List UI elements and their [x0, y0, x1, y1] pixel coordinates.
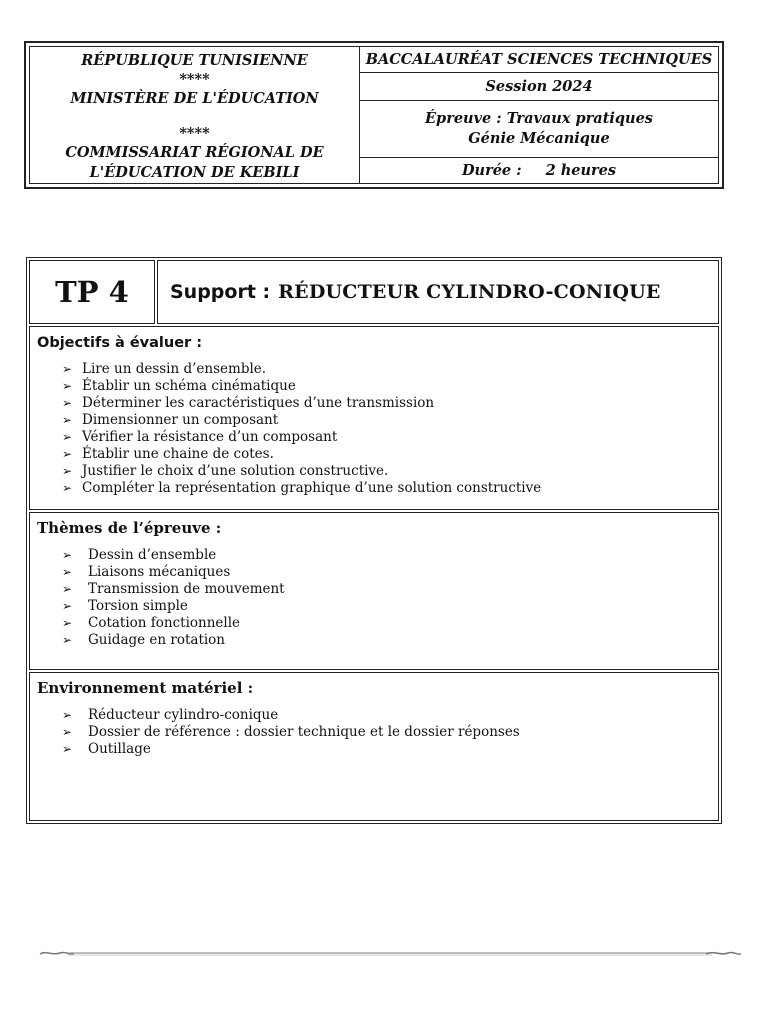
arrow-bullet-icon: ➢	[62, 616, 73, 630]
themes-list	[62, 547, 285, 649]
list-item: ➢ Établir une chaine de cotes.	[62, 446, 274, 462]
arrow-bullet-icon: ➢	[62, 464, 73, 478]
arrow-bullet-icon: ➢	[62, 481, 73, 495]
tp-sheet	[26, 257, 722, 824]
session-year: Session 2024	[360, 73, 718, 101]
objectifs-list	[62, 361, 541, 497]
decorative-footer-rule	[38, 946, 742, 960]
list-item: ➢ Outillage	[62, 741, 151, 757]
arrow-bullet-icon: ➢	[62, 725, 73, 739]
discipline-name: Génie Mécanique	[468, 130, 610, 147]
list-item: ➢ Compléter la représentation graphique d’une solution constructive	[62, 480, 542, 496]
header-institution	[30, 47, 360, 183]
list-item: ➢ Guidage en rotation	[62, 632, 226, 648]
arrow-bullet-icon: ➢	[62, 430, 73, 444]
exam-header	[24, 41, 724, 189]
duration-label: Durée :	[461, 162, 522, 179]
ministry-name: MINISTÈRE DE L'ÉDUCATION	[70, 90, 319, 107]
objectifs-section	[29, 326, 719, 510]
epreuve-title: Épreuve : Travaux pratiques	[425, 110, 653, 127]
objectifs-title: Objectifs à évaluer :	[37, 335, 203, 351]
commissariat-line-1: COMMISSARIAT RÉGIONAL DE	[65, 144, 324, 161]
support-value: RÉDUCTEUR CYLINDRO-CONIQUE	[278, 281, 661, 303]
arrow-bullet-icon: ➢	[62, 413, 73, 427]
header-exam-info	[360, 47, 718, 183]
republic-name: RÉPUBLIQUE TUNISIENNE	[81, 52, 308, 69]
tp-title-row	[29, 260, 719, 324]
list-item: ➢ Cotation fonctionnelle	[62, 615, 241, 631]
separator-stars: ****	[179, 71, 210, 88]
list-item: ➢ Déterminer les caractéristiques d’une transmission	[62, 395, 435, 411]
list-item: ➢ Transmission de mouvement	[62, 581, 285, 597]
exam-name: BACCALAURÉAT SCIENCES TECHNIQUES	[360, 47, 718, 73]
arrow-bullet-icon: ➢	[62, 379, 73, 393]
list-item: ➢ Dossier de référence : dossier technique et le dossier réponses	[62, 724, 520, 740]
tp-number: TP 4	[29, 260, 155, 324]
arrow-bullet-icon: ➢	[62, 708, 73, 722]
arrow-bullet-icon: ➢	[62, 362, 73, 376]
exam-header-inner	[29, 46, 719, 184]
list-item: ➢ Vérifier la résistance d’un composant	[62, 429, 338, 445]
environnement-section	[29, 672, 719, 821]
duration	[360, 158, 718, 183]
environnement-list	[62, 707, 520, 758]
arrow-bullet-icon: ➢	[62, 565, 73, 579]
duration-value: 2 heures	[545, 162, 617, 179]
epreuve-info	[360, 101, 718, 158]
list-item: ➢ Torsion simple	[62, 598, 188, 614]
commissariat-line-2: L'ÉDUCATION DE KEBILI	[89, 164, 300, 181]
arrow-bullet-icon: ➢	[62, 582, 73, 596]
arrow-bullet-icon: ➢	[62, 548, 73, 562]
list-item: ➢ Justifier le choix d’une solution constructive.	[62, 463, 389, 479]
list-item: ➢ Dimensionner un composant	[62, 412, 279, 428]
arrow-bullet-icon: ➢	[62, 599, 73, 613]
list-item: ➢ Liaisons mécaniques	[62, 564, 231, 580]
support-cell	[157, 260, 719, 324]
arrow-bullet-icon: ➢	[62, 447, 73, 461]
themes-title: Thèmes de l’épreuve :	[37, 519, 222, 537]
arrow-bullet-icon: ➢	[62, 633, 73, 647]
arrow-bullet-icon: ➢	[62, 396, 73, 410]
themes-section	[29, 512, 719, 670]
support-label: Support :	[170, 281, 271, 303]
separator-stars: ****	[179, 125, 210, 142]
list-item: ➢ Dessin d’ensemble	[62, 547, 217, 563]
list-item: ➢ Lire un dessin d’ensemble.	[62, 361, 267, 377]
list-item: ➢ Réducteur cylindro-conique	[62, 707, 279, 723]
list-item: ➢ Établir un schéma cinématique	[62, 378, 296, 394]
environnement-title: Environnement matériel :	[37, 679, 254, 697]
arrow-bullet-icon: ➢	[62, 742, 73, 756]
